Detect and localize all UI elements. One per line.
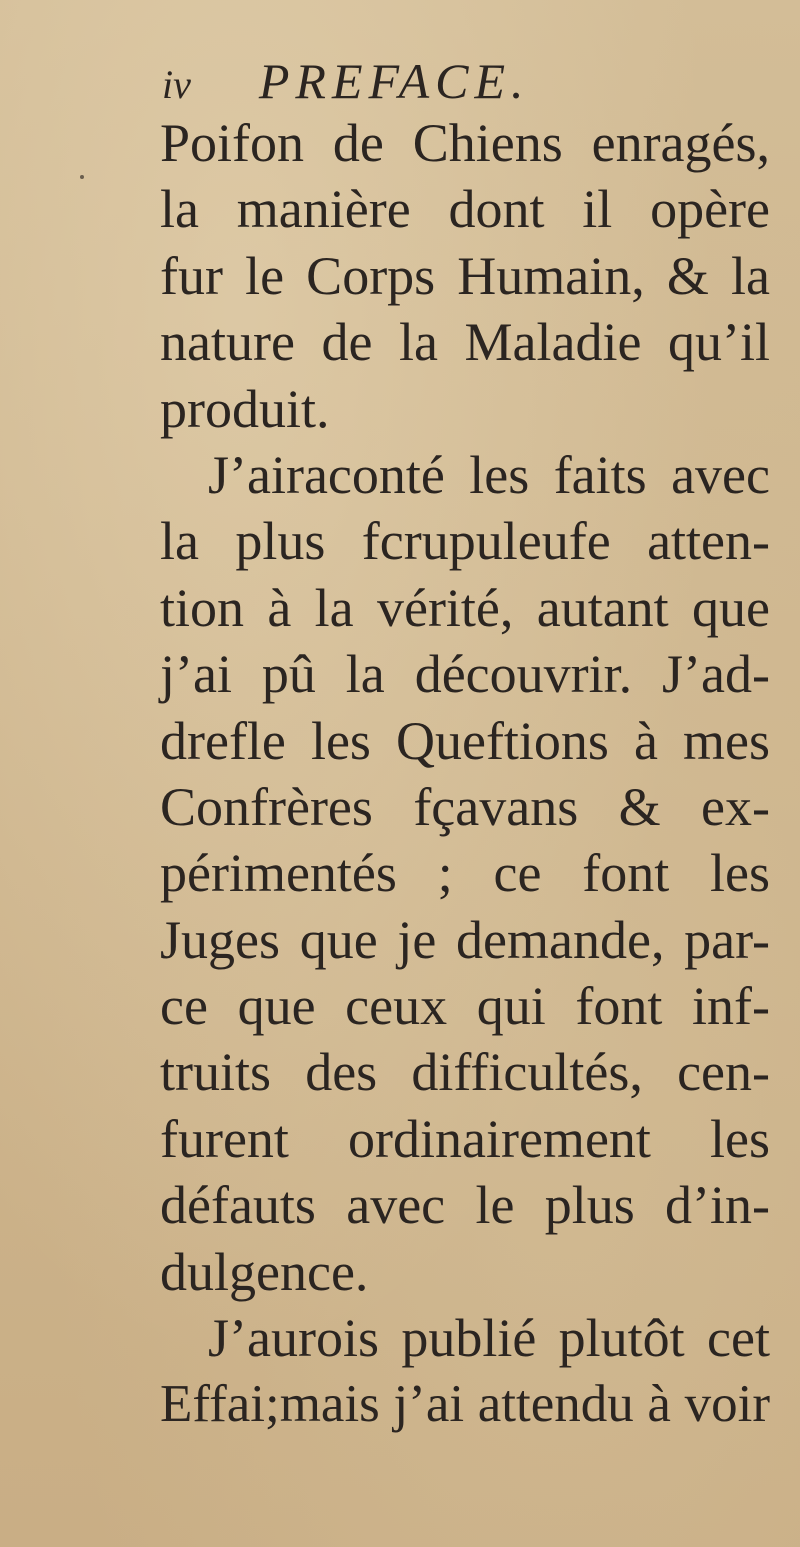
text-line: fur le Corps Humain, & la	[160, 245, 770, 306]
text-line: furent ordinairement les	[160, 1108, 770, 1169]
text-line: Poifon de Chiens enragés,	[160, 113, 770, 173]
text-line: la plus fcrupuleufe atten-	[160, 511, 770, 572]
text-line: Effai;mais j’ai attendu à voir	[160, 1375, 770, 1434]
text-line: périmentés ; ce font les	[160, 843, 770, 904]
text-line: ce que ceux qui font inf-	[160, 976, 770, 1037]
running-header	[162, 52, 530, 112]
text-line: Juges que je demande, par-	[160, 909, 770, 970]
text-line: la manière dont il opère	[160, 179, 770, 240]
text-line: défauts avec le plus d’in-	[160, 1175, 770, 1236]
text-line: truits des difficultés, cen-	[160, 1042, 770, 1103]
text-line: j’ai pû la découvrir. J’ad-	[160, 644, 770, 705]
text-line: tion à la vérité, autant que	[160, 577, 770, 638]
text-line: drefle les Queftions à mes	[160, 710, 770, 771]
text-line: nature de la Maladie qu’il	[160, 312, 770, 373]
text-line: dulgence.	[160, 1241, 369, 1302]
text-line: Confrères fçavans & ex-	[160, 776, 770, 837]
text-line: J’airaconté les faits avec	[208, 444, 770, 505]
body-text	[160, 110, 770, 1438]
margin-speck	[80, 175, 84, 179]
page-number: iv	[162, 62, 191, 107]
text-line: J’aurois publié plutôt cet	[208, 1308, 770, 1369]
text-line: produit.	[160, 378, 330, 439]
running-title: PREFACE.	[258, 53, 530, 109]
